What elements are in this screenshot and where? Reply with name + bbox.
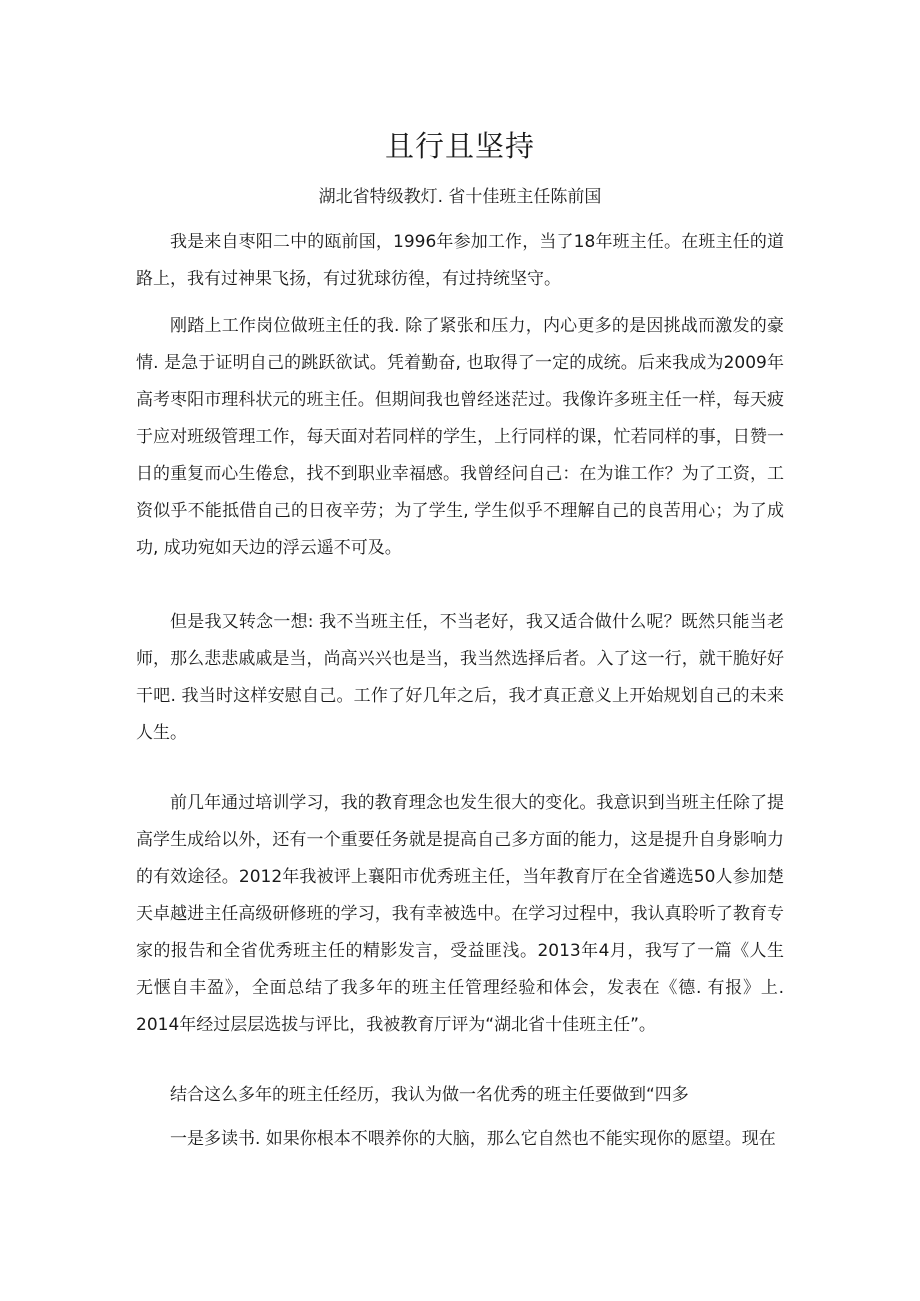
paragraph-early-career: 刚踏上工作岗位做班主任的我. 除了紧张和压力，内心更多的是因挑战而激发的豪情. 是急于证明自己的跳跃欲试。凭着勤奋, 也取得了一定的成统。后来我成为2009年高考枣阳市理科状元的班主任。但期间我也曾经迷茫过。我像许多班主任一样，每天疲于应对班级管理工作，每天面对若同样的学生，上行同样的课，忙若同样的事，日赞一日的重复而心生倦怠，找不到职业幸福感。我曾经问自己：在为谁工作？为了工资，工资似乎不能抵借自己的日夜辛劳；为了学生, 学生似乎不理解自己的良苦用心；为了成功, 成功宛如天边的浮云遥不可及。 xyxy=(136,316,784,558)
paragraph-four-mores: 结合这么多年的班主任经历，我认为做一名优秀的班主任要做到“四多 xyxy=(170,1085,689,1105)
paragraph-reflection: 但是我又转念一想: 我不当班主任，不当老好，我又适合做什么呢？既然只能当老师，那么悲悲戚戚是当，尚高兴兴也是当，我当然选择后者。入了这一行，就干脆好好干吧. 我当时这样安慰自己。工作了好几年之后，我才真正意义上开始规划自己的未来人生。 xyxy=(136,612,784,743)
author-line: 湖北省特级教灯. 省十佳班主任陈前国 xyxy=(318,187,602,207)
paragraph-read-more: 一是多读书. 如果你根本不喂养你的大脑，那么它自然也不能实现你的愿望。现在 xyxy=(170,1129,776,1149)
paragraph-growth: 前几年通过培训学习，我的教育理念也发生很大的变化。我意识到当班主任除了提高学生成给以外，还有一个重要任务就是提高自己多方面的能力，这是提升自身影响力的有效途径。2012年我被评上襄阳市优秀班主任，当年教育厅在全省遴选50人参加楚天卓越进主任高级研修班的学习，我有幸被选中。在学习过程中，我认真聆听了教育专家的报告和全省优秀班主任的精影发言，受益匪浅。2013年4月，我写了一篇《人生无惬自丰盈》，全面总结了我多年的班主任管理经验和体会，发表在《德. 有报》上. 2014年经过层层选拔与评比，我被教育厅评为“湖北省十佳班主任”。 xyxy=(136,793,784,1035)
document-title: 且行且坚持 xyxy=(384,129,535,163)
paragraph-intro: 我是来自枣阳二中的瓯前国，1996年参加工作，当了18年班主任。在班主任的道路上，我有过神果飞扬，有过犹球彷徨，有过持统坚守。 xyxy=(136,232,784,289)
